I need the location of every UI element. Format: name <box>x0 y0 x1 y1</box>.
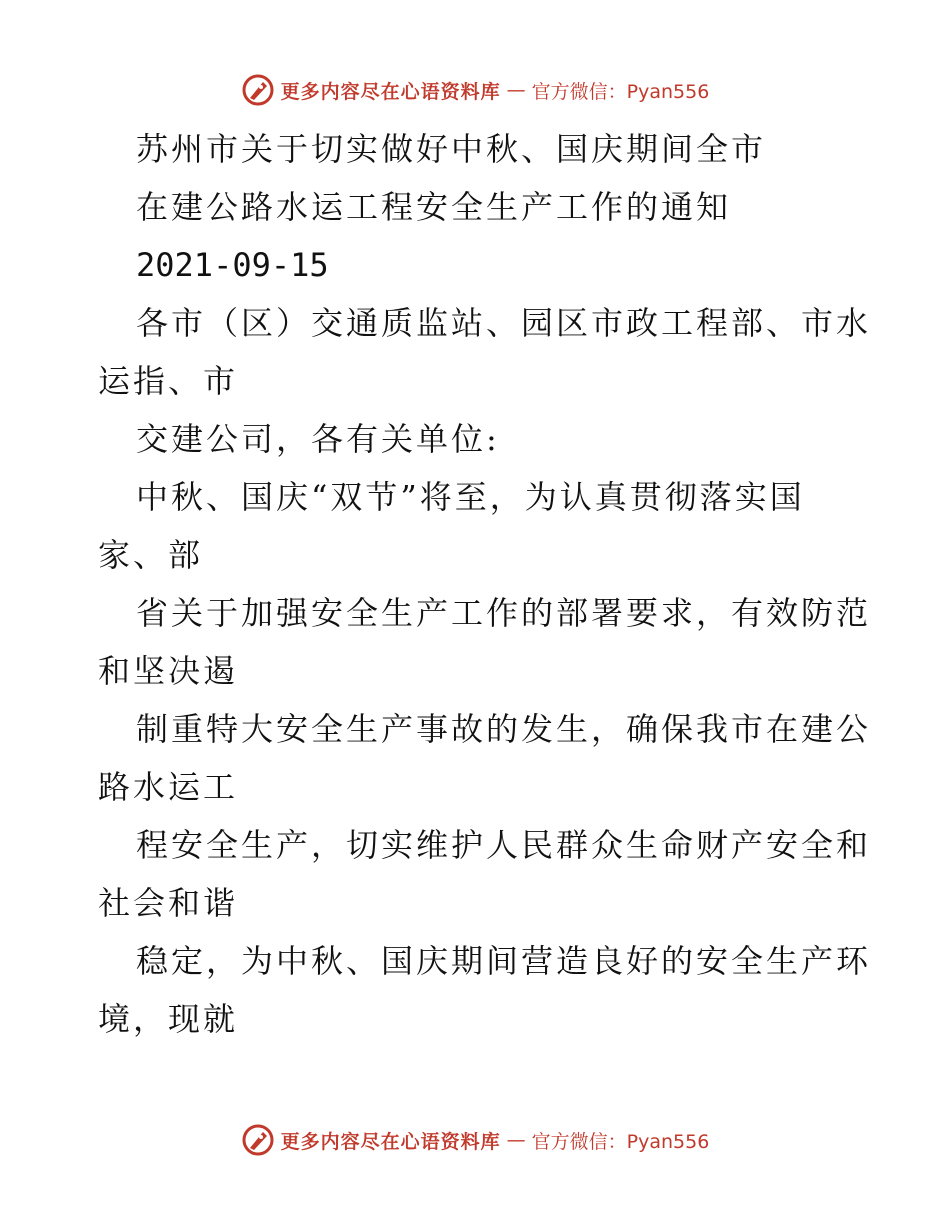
document-text-line: 家、部 <box>98 536 204 574</box>
document-text-line: 程安全生产，切实维护人民群众生命财产安全和 <box>136 826 872 864</box>
pen-nib-logo-icon <box>241 73 275 107</box>
brand-text: 更多内容尽在心语资料库 <box>280 1130 501 1153</box>
banner-separator: — <box>506 1129 526 1151</box>
document-text-line: 交建公司，各有关单位: <box>136 420 500 458</box>
document-paragraphs <box>98 294 872 1048</box>
wechat-text: 官方微信：Pyan556 <box>531 80 710 103</box>
banner-separator: — <box>506 79 526 101</box>
document-text-line: 境，现就 <box>98 1000 239 1038</box>
brand-text: 更多内容尽在心语资料库 <box>280 80 501 103</box>
document-text-line: 社会和谐 <box>98 884 239 922</box>
document-text-line: 制重特大安全生产事故的发生，确保我市在建公 <box>136 710 872 748</box>
pen-nib-logo-icon <box>241 1123 275 1157</box>
document-title-line-1: 苏州市关于切实做好中秋、国庆期间全市 <box>136 130 767 168</box>
document-text-line: 路水运工 <box>98 768 239 806</box>
document-text-line: 稳定，为中秋、国庆期间营造良好的安全生产环 <box>136 942 872 980</box>
header-banner <box>0 70 950 110</box>
document-title-line-2: 在建公路水运工程安全生产工作的通知 <box>136 188 732 226</box>
document-text-line: 和坚决遏 <box>98 652 239 690</box>
document-text-line: 中秋、国庆“双节”将至，为认真贯彻落实国 <box>136 478 805 516</box>
document-date: 2021-09-15 <box>136 246 329 284</box>
document-text-line: 各市（区）交通质监站、园区市政工程部、市水 <box>136 304 872 342</box>
document-text-line: 运指、市 <box>98 362 239 400</box>
footer-banner <box>0 1120 950 1160</box>
wechat-text: 官方微信：Pyan556 <box>531 1130 710 1153</box>
document-body <box>98 120 872 1048</box>
document-text-line: 省关于加强安全生产工作的部署要求，有效防范 <box>136 594 872 632</box>
